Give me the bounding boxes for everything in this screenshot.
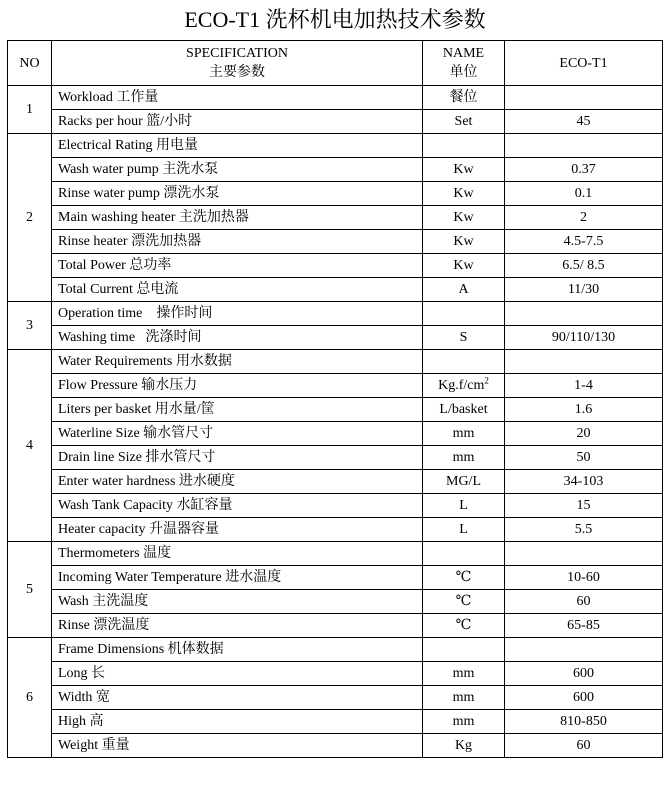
parameter-value: 0.37 — [505, 158, 663, 182]
parameter-unit — [423, 686, 505, 710]
parameter-unit — [423, 302, 505, 326]
table-row — [8, 734, 663, 758]
parameter-value: 15 — [505, 494, 663, 518]
parameter-name: Wash Tank Capacity 水缸容量 — [52, 494, 423, 518]
header-no: NO — [8, 41, 52, 86]
parameter-name: High 高 — [52, 710, 423, 734]
header-model: ECO-T1 — [505, 41, 663, 86]
table-row — [8, 614, 663, 638]
parameter-unit — [423, 206, 505, 230]
table-row — [8, 398, 663, 422]
parameter-name: Water Requirements 用水数据 — [52, 350, 423, 374]
table-row — [8, 110, 663, 134]
parameter-name: Workload 工作量 — [52, 86, 423, 110]
parameter-value — [505, 638, 663, 662]
parameter-value: 6.5/ 8.5 — [505, 254, 663, 278]
table-row — [8, 134, 663, 158]
table-row — [8, 638, 663, 662]
parameter-name: Waterline Size 输水管尺寸 — [52, 422, 423, 446]
parameter-unit — [423, 326, 505, 350]
unit-text: mm — [452, 666, 475, 681]
parameter-name: Liters per basket 用水量/筐 — [52, 398, 423, 422]
group-number: 5 — [8, 542, 52, 638]
unit-text: Kw — [453, 258, 474, 273]
group-number: 2 — [8, 134, 52, 302]
parameter-value: 45 — [505, 110, 663, 134]
header-name-en: NAME — [442, 46, 485, 61]
parameter-value: 60 — [505, 590, 663, 614]
unit-text: MG/L — [446, 474, 481, 489]
parameter-name: Enter water hardness 进水硬度 — [52, 470, 423, 494]
parameter-unit — [423, 566, 505, 590]
parameter-name: Rinse 漂洗温度 — [52, 614, 423, 638]
table-row — [8, 710, 663, 734]
header-spec-en: SPECIFICATION — [186, 46, 288, 61]
parameter-unit — [423, 254, 505, 278]
header-name-cn: 单位 — [449, 65, 478, 80]
parameter-unit — [423, 446, 505, 470]
parameter-name: Wash 主洗温度 — [52, 590, 423, 614]
parameter-unit — [423, 350, 505, 374]
table-row — [8, 230, 663, 254]
parameter-value — [505, 350, 663, 374]
parameter-name: Main washing heater 主洗加热器 — [52, 206, 423, 230]
parameter-value: 10-60 — [505, 566, 663, 590]
table-row — [8, 182, 663, 206]
parameter-name: Electrical Rating 用电量 — [52, 134, 423, 158]
parameter-name: Incoming Water Temperature 进水温度 — [52, 566, 423, 590]
parameter-unit — [423, 110, 505, 134]
parameter-value — [505, 302, 663, 326]
unit-text: ℃ — [455, 618, 472, 633]
parameter-value: 34-103 — [505, 470, 663, 494]
table-header-row — [8, 41, 663, 86]
table-row — [8, 326, 663, 350]
unit-text: Kg.f/cm — [438, 378, 485, 393]
group-number: 3 — [8, 302, 52, 350]
parameter-unit — [423, 494, 505, 518]
parameter-unit — [423, 278, 505, 302]
table-row — [8, 662, 663, 686]
parameter-value: 600 — [505, 686, 663, 710]
unit-text: ℃ — [455, 570, 472, 585]
parameter-name: Racks per hour 篮/小时 — [52, 110, 423, 134]
parameter-value: 4.5-7.5 — [505, 230, 663, 254]
table-row — [8, 254, 663, 278]
parameter-unit — [423, 86, 505, 110]
spec-table-body — [8, 41, 663, 758]
page-title: ECO-T1 洗杯机电加热技术参数 — [184, 7, 486, 32]
unit-text: 餐位 — [449, 90, 478, 105]
table-row — [8, 158, 663, 182]
table-row — [8, 494, 663, 518]
unit-text: mm — [452, 450, 475, 465]
parameter-value: 0.1 — [505, 182, 663, 206]
table-row — [8, 566, 663, 590]
table-row — [8, 422, 663, 446]
group-number: 6 — [8, 638, 52, 758]
parameter-name: Flow Pressure 输水压力 — [52, 374, 423, 398]
parameter-value: 50 — [505, 446, 663, 470]
parameter-value — [505, 86, 663, 110]
parameter-value — [505, 134, 663, 158]
parameter-unit — [423, 374, 505, 398]
parameter-unit — [423, 590, 505, 614]
parameter-unit — [423, 158, 505, 182]
parameter-name: Drain line Size 排水管尺寸 — [52, 446, 423, 470]
unit-text: Kg — [454, 738, 473, 753]
parameter-value: 5.5 — [505, 518, 663, 542]
unit-text: L/basket — [439, 402, 488, 417]
unit-text: mm — [452, 714, 475, 729]
table-row — [8, 686, 663, 710]
group-number: 4 — [8, 350, 52, 542]
parameter-name: Rinse heater 漂洗加热器 — [52, 230, 423, 254]
parameter-name: Wash water pump 主洗水泵 — [52, 158, 423, 182]
table-row — [8, 206, 663, 230]
unit-text: mm — [452, 426, 475, 441]
table-row — [8, 518, 663, 542]
table-row — [8, 470, 663, 494]
parameter-name: Total Current 总电流 — [52, 278, 423, 302]
group-number: 1 — [8, 86, 52, 134]
unit-text: Set — [454, 114, 473, 129]
table-row — [8, 86, 663, 110]
table-row — [8, 350, 663, 374]
unit-text: ℃ — [455, 594, 472, 609]
parameter-unit — [423, 230, 505, 254]
unit-text: S — [459, 330, 468, 345]
parameter-name: Frame Dimensions 机体数据 — [52, 638, 423, 662]
parameter-unit — [423, 398, 505, 422]
table-row — [8, 278, 663, 302]
parameter-unit — [423, 662, 505, 686]
header-name — [423, 41, 505, 86]
parameter-name: Operation time 操作时间 — [52, 302, 423, 326]
parameter-unit — [423, 710, 505, 734]
table-row — [8, 446, 663, 470]
unit-text: L — [459, 498, 468, 513]
parameter-value: 60 — [505, 734, 663, 758]
parameter-unit — [423, 134, 505, 158]
parameter-value: 90/110/130 — [505, 326, 663, 350]
parameter-unit — [423, 734, 505, 758]
header-specification — [52, 41, 423, 86]
parameter-name: Heater capacity 升温器容量 — [52, 518, 423, 542]
unit-text: Kw — [453, 210, 474, 225]
parameter-value: 65-85 — [505, 614, 663, 638]
unit-text: Kw — [453, 234, 474, 249]
parameter-value: 11/30 — [505, 278, 663, 302]
parameter-unit — [423, 422, 505, 446]
parameter-unit — [423, 470, 505, 494]
parameter-unit — [423, 614, 505, 638]
unit-text: mm — [452, 690, 475, 705]
parameter-unit — [423, 182, 505, 206]
parameter-name: Rinse water pump 漂洗水泵 — [52, 182, 423, 206]
parameter-value: 20 — [505, 422, 663, 446]
unit-text: Kw — [453, 162, 474, 177]
table-row — [8, 590, 663, 614]
unit-text: L — [459, 522, 468, 537]
parameter-value: 1-4 — [505, 374, 663, 398]
parameter-name: Total Power 总功率 — [52, 254, 423, 278]
parameter-unit — [423, 518, 505, 542]
unit-text: Kw — [453, 186, 474, 201]
unit-text: A — [458, 282, 469, 297]
parameter-value: 810-850 — [505, 710, 663, 734]
header-spec-cn: 主要参数 — [209, 65, 265, 80]
parameter-value — [505, 542, 663, 566]
parameter-unit — [423, 542, 505, 566]
unit-superscript: 2 — [484, 375, 489, 386]
parameter-name: Washing time 洗涤时间 — [52, 326, 423, 350]
parameter-name: Thermometers 温度 — [52, 542, 423, 566]
parameter-value: 2 — [505, 206, 663, 230]
table-row — [8, 542, 663, 566]
table-row — [8, 302, 663, 326]
parameter-name: Weight 重量 — [52, 734, 423, 758]
parameter-value: 600 — [505, 662, 663, 686]
parameter-name: Long 长 — [52, 662, 423, 686]
table-row — [8, 374, 663, 398]
parameter-name: Width 宽 — [52, 686, 423, 710]
spec-table — [7, 40, 663, 758]
parameter-unit — [423, 638, 505, 662]
parameter-value: 1.6 — [505, 398, 663, 422]
